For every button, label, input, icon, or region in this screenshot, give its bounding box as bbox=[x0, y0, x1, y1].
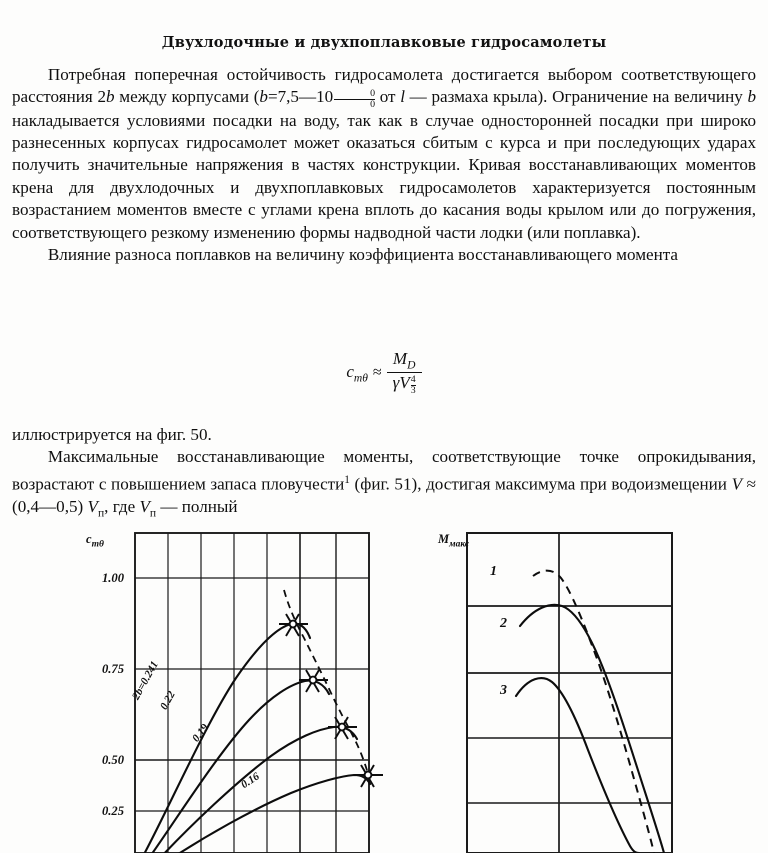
formula-numerator bbox=[387, 350, 422, 372]
p2-var-V-1: V bbox=[731, 474, 743, 494]
page-title: Двухлодочные и двухпоплавковые гидросамолеты bbox=[161, 34, 607, 51]
chart-50-ytick-0.50: 0.50 bbox=[101, 753, 124, 767]
formula-row bbox=[346, 350, 421, 395]
p1-text-run-6: накладывается условиями посадки на воду, так как в случае односторонней посадки при широко разнесенных корпусах гидросамолет может оказаться сбитым с курса и при последующих ударах получить значительные напряжения в частях конструкции. Кривая восстанавливающих моментов крена для двухлодочных и двухпоплавковых гидросамолетов характеризуется постоянным возрастанием моментов вместе с углами крена вплоть до касания воды крылом или до погружения, соответствующего резкому изменению формы надводной части лодки (или поплавка). bbox=[12, 110, 756, 242]
chart-50-label-022: 0.22 bbox=[158, 689, 178, 712]
paragraph-1 bbox=[12, 64, 756, 244]
chart-50-peak-markers bbox=[279, 614, 383, 787]
p2-text-run-3: ≈ (0,4—0,5) bbox=[12, 474, 757, 516]
formula-lhs bbox=[346, 362, 368, 384]
chart-50-y-axis-title-main: c bbox=[86, 532, 92, 546]
paragraph-2: Влияние разноса поплавков на величину коэффициента восстанавливающего момента bbox=[47, 245, 679, 264]
formula-M: M bbox=[392, 349, 408, 368]
p1-var-l: l bbox=[400, 87, 405, 107]
chart-fig-51 bbox=[438, 528, 738, 853]
p2-text-run-5: — полный bbox=[156, 496, 238, 516]
p2-text-run-1: Максимальные восстанавливающие моменты, соответствующие точке опрокидывания, возрастают с повышением запаса пловучести bbox=[12, 447, 756, 494]
p1-var-b-1: b bbox=[106, 87, 115, 107]
p1-var-b-2: b bbox=[259, 87, 268, 107]
formula-display bbox=[0, 350, 768, 395]
chart-50-label-2b-0241: 2b=0.241 bbox=[130, 659, 161, 702]
body-paragraph-block-1 bbox=[12, 64, 756, 266]
formula-exponent-num: 4 bbox=[410, 373, 416, 385]
p1-text-run-5: — размаха крыла). Ограничение на величину bbox=[404, 87, 748, 107]
chart-50-y-axis-title-sub: mθ bbox=[91, 539, 104, 550]
chart-51-curve-1 bbox=[533, 571, 654, 853]
chart-50-y-axis-title bbox=[86, 532, 104, 550]
paragraph-4 bbox=[12, 446, 756, 524]
formula-gamma: γ bbox=[392, 373, 400, 393]
formula-c-subscript: mθ bbox=[353, 370, 368, 384]
p1-text-run-3: =7,5—10 bbox=[267, 87, 334, 107]
formula-c: c bbox=[346, 361, 354, 381]
chart-51-y-axis-title bbox=[438, 532, 469, 550]
percent-top: 0 bbox=[370, 87, 376, 99]
formula-exponent-den: 3 bbox=[410, 384, 416, 396]
chart-51-label-1: 1 bbox=[490, 564, 497, 579]
chart-50-ytick-1.00: 1.00 bbox=[101, 571, 124, 585]
formula-fraction bbox=[387, 350, 422, 395]
chart-50-label-019: 0.19 bbox=[190, 721, 212, 745]
chart-50-curve-2b-0241 bbox=[142, 624, 310, 853]
p2-text-run-2: (фиг. 51), достигая максимума при водоизмещении bbox=[349, 474, 732, 494]
chart-51-label-2: 2 bbox=[500, 616, 507, 631]
p1-var-b-3: b bbox=[747, 87, 757, 107]
chart-50-ytick-0.75: 0.75 bbox=[101, 662, 124, 676]
chart-51-canvas bbox=[438, 528, 738, 853]
chart-50-curve-022 bbox=[149, 681, 329, 853]
chart-50-canvas bbox=[86, 528, 386, 853]
p2-var-V-2: V bbox=[87, 496, 98, 516]
chart-50-curve-019 bbox=[160, 727, 357, 853]
p2-var-V-3: V bbox=[139, 496, 150, 516]
figures-container bbox=[0, 528, 768, 853]
chart-50-ytick-0.25: 0.25 bbox=[101, 804, 124, 818]
formula-approx-sign: ≈ bbox=[372, 363, 382, 381]
chart-51-y-axis-title-main: M bbox=[438, 532, 450, 546]
formula-V: V bbox=[399, 373, 410, 393]
chart-51-label-3: 3 bbox=[500, 683, 507, 698]
p2-text-run-4: , где bbox=[104, 496, 140, 516]
chart-51-curve-2 bbox=[520, 605, 664, 853]
chart-fig-50 bbox=[86, 528, 386, 853]
chart-51-curve-3 bbox=[516, 678, 639, 853]
p2-var-V-2-sub: п bbox=[97, 506, 105, 520]
formula-exponent bbox=[411, 375, 416, 396]
chart-51-y-axis-title-sub: макс bbox=[449, 539, 470, 550]
chart-50-label-016: 0.16 bbox=[239, 770, 262, 792]
p1-text-run-1: Потребная поперечная остойчивость гидросамолета достигается выбором соответствующего расстояния 2 bbox=[12, 65, 756, 107]
formula-denominator bbox=[387, 373, 422, 395]
p1-text-run-2: между корпусами ( bbox=[114, 87, 260, 107]
p2-var-V-3-sub: п bbox=[149, 506, 157, 520]
paragraph-3: иллюстрируется на фиг. 50. bbox=[12, 425, 212, 444]
p1-text-run-4: от bbox=[375, 87, 401, 107]
formula-M-subscript: D bbox=[407, 358, 416, 372]
chart-50-curve-016 bbox=[172, 775, 370, 853]
body-paragraph-block-2 bbox=[12, 424, 756, 525]
percent-glyph bbox=[334, 89, 375, 110]
percent-bottom: 0 bbox=[370, 98, 376, 110]
footnote-marker: 1 bbox=[344, 473, 350, 486]
